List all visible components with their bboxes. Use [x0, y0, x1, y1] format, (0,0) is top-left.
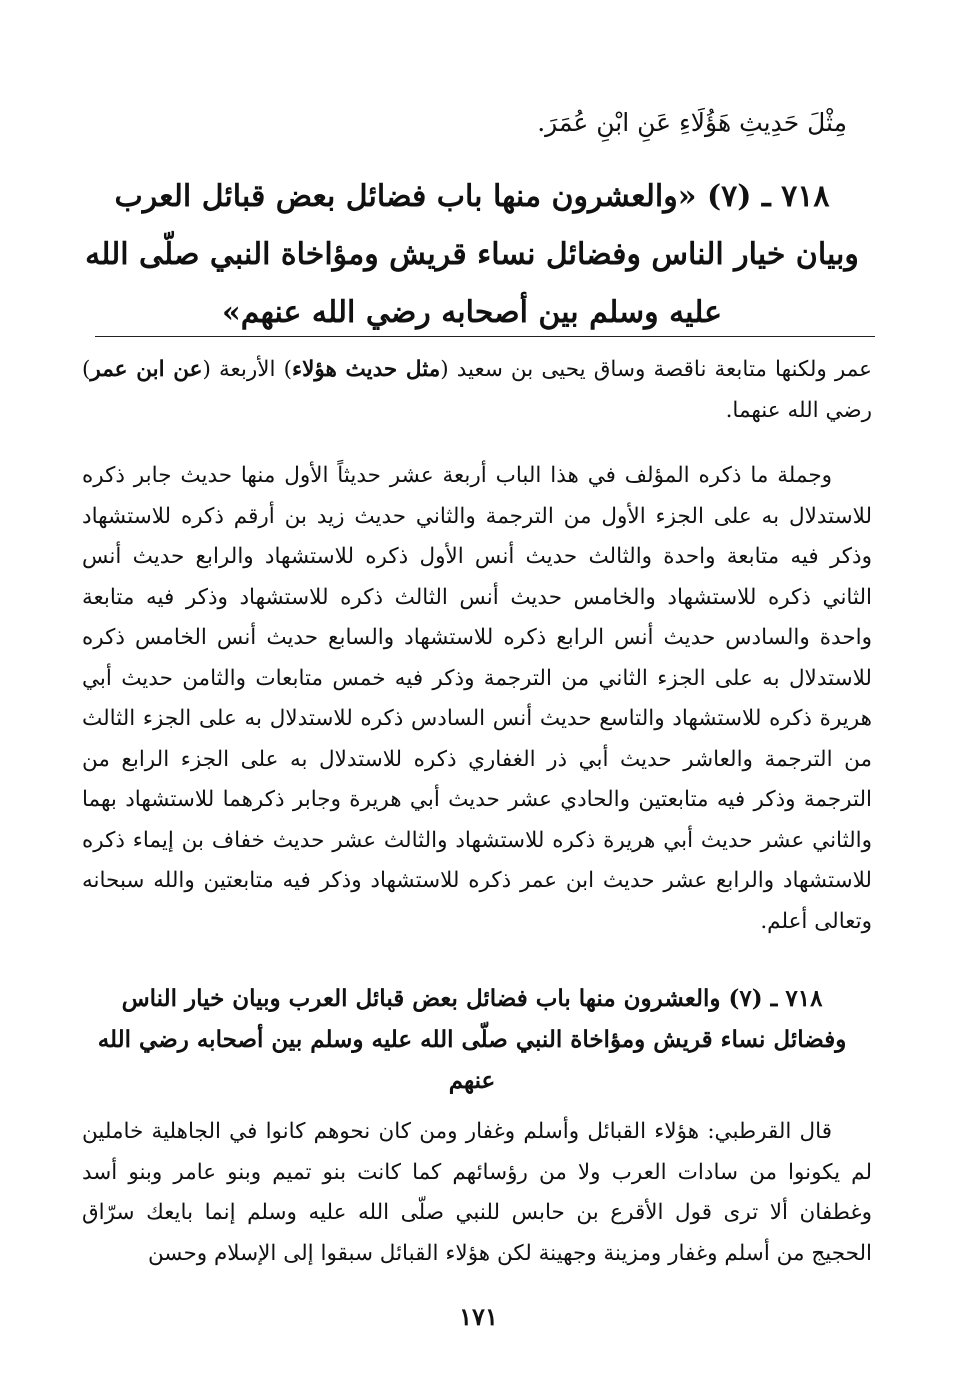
commentary-paragraph-1 [82, 350, 872, 431]
page-number: ١٧١ [459, 1302, 498, 1331]
sharh-block [82, 1112, 872, 1274]
commentary-text: ) رضي الله عنهما. [82, 357, 872, 423]
commentary-paragraph-2: وجملة ما ذكره المؤلف في هذا الباب أربعة عشر حديثاً الأول منها حديث جابر ذكره للاستدلال به على الجزء الأول من الترجمة والثاني حديث زيد بن أرقم ذكره للاستشهاد وذكر فيه متابعة واحدة والثالث حديث أنس الأول ذكره للاستشهاد والرابع حديث أنس الثاني ذكره للاستشهاد والخامس حديث أنس الثالث ذكره للاستشهاد وذكر فيه متابعة واحدة والسادس حديث أنس الرابع ذكره للاستشهاد والسابع حديث أنس الخامس ذكره للاستدلال به على الجزء الثاني من الترجمة وذكر فيه خمس متابعات والثامن حديث أبي هريرة ذكره للاستشهاد والتاسع حديث أنس السادس ذكره للاستدلال به على الجزء الثالث من الترجمة والعاشر حديث أبي ذر الغفاري ذكره للاستدلال به على الجزء الرابع من الترجمة وذكر فيه متابعتين والحادي عشر حديث أبي هريرة وجابر ذكرهما للاستشهاد بهما والثاني عشر حديث أبي هريرة ذكره للاستشهاد والثالث عشر حديث خفاف بن إيماء ذكره للاستشهاد والرابع عشر حديث ابن عمر ذكره للاستشهاد وذكر فيه متابعتين والله سبحانه وتعالى أعلم. [82, 463, 872, 934]
paragraph-gap [82, 431, 872, 456]
hadith-text-tail: مِثْلَ حَدِيثِ هَؤُلَاءِ عَنِ ابْنِ عُمَرَ. [537, 108, 847, 137]
commentary-block [82, 350, 872, 942]
commentary-text: ) الأربعة ( [202, 357, 292, 382]
section-heading: ٧١٨ ـ (٧) والعشرون منها باب فضائل بعض قبائل العرب وبيان خيار الناس وفضائل نساء قريش ومؤاخاة النبي صلّى الله عليه وسلم بين أصحابه رضي الله عنهم [97, 985, 847, 1094]
commentary-text: عمر ولكنها متابعة ناقصة وساق يحيى بن سعيد ( [440, 357, 872, 382]
quoted-phrase: مثل حديث هؤلاء [291, 357, 441, 382]
sharh-paragraph: قال القرطبي: هؤلاء القبائل وأسلم وغفار ومن كان نحوهم كانوا في الجاهلية خاملين لم يكونوا من سادات العرب ولا من رؤسائهم كما كانت بنو تميم وبنو عامر وبنو أسد وغطفان ألا ترى قول الأقرع بن حابس للنبي صلّى الله عليه وسلم إنما بايعك سرّاق الحجيج من أسلم وغفار ومزينة وجهينة لكن هؤلاء القبائل سبقوا إلى الإسلام وحسن [82, 1119, 872, 1266]
chapter-heading: ٧١٨ ـ (٧) «والعشرون منها باب فضائل بعض قبائل العرب وبيان خيار الناس وفضائل نساء قريش ومؤاخاة النبي صلّى الله عليه وسلم بين أصحابه رضي الله عنهم» [85, 179, 859, 330]
quoted-phrase: عن ابن عمر [90, 357, 203, 382]
footnote-divider [95, 336, 875, 337]
